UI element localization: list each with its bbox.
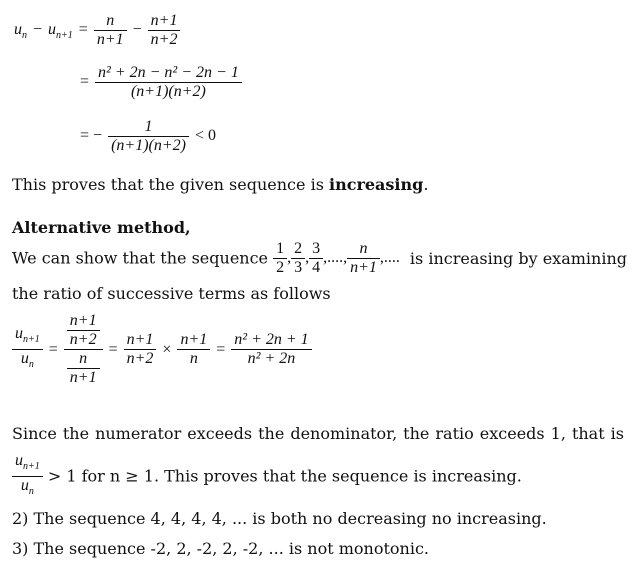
fraction-result [108, 118, 189, 155]
item-2-text: 2) The sequence 4, 4, 4, 4, ... is both no decreasing no increasing. [12, 509, 547, 528]
proves-prefix: This proves that the given sequence is [12, 175, 329, 194]
inner-bottom-fraction: $\frac{n}{n+1}$ [67, 350, 100, 387]
subscript-n: n [22, 30, 27, 42]
alt-heading-text: Alternative method, [12, 218, 191, 237]
numerator: n² + 2n − n² − 2n − 1 [98, 64, 239, 81]
proves-increasing-sentence [12, 175, 428, 195]
proves-suffix: . [423, 175, 429, 194]
sequence-dots: ,...., [323, 249, 348, 267]
multiplier-1: $\frac{n+1}{n+2}$ [124, 331, 157, 368]
alt-line2-text: the ratio of successive terms as follows [12, 284, 331, 303]
equals-sign: = [78, 21, 88, 39]
minus-sign: − [93, 127, 103, 145]
since-text: Since the numerator exceeds the denominator, the ratio exceeds 1, that is [12, 424, 624, 443]
denominator: (n+1)(n+2) [95, 82, 242, 101]
term-1: $\frac{1}{2}$ [273, 240, 287, 277]
u-symbol: u [14, 21, 22, 39]
item-2 [12, 509, 547, 529]
ratio-tail-text: > 1 for n ≥ 1. This proves that the sequence is increasing. [47, 466, 522, 486]
ratio-result: $\frac{\text{n² + 2n + 1}}{\text{n² + 2n}}$ [231, 331, 311, 368]
u-symbol: u [48, 21, 57, 39]
sequence-terms: $\frac{1}{2}$ , $\frac{2}{3}$ , $\frac{3}{4}$ ,...., $\frac{n}{n+1}$ ,.... [273, 249, 404, 266]
equals-sign: = [80, 73, 90, 91]
denominator: n+2 [148, 30, 181, 49]
ratio-fraction-small: $\frac{u_{n+1}}{u_n}$ [12, 452, 43, 501]
less-than-zero: < 0 [194, 127, 216, 145]
derivation-line-2 [78, 64, 242, 101]
proves-bold-word: increasing [328, 175, 424, 194]
since-numerator-sentence [12, 424, 624, 444]
equals-sign: = [108, 340, 118, 358]
term-2: $\frac{2}{3}$ [291, 240, 305, 277]
alt-line1-suffix: is increasing by examining [409, 248, 627, 268]
derivation-line-3 [78, 118, 218, 155]
numerator: 1 [144, 118, 153, 135]
equals-sign: = [80, 127, 90, 145]
inner-top-fraction: $\frac{n+1}{n+2}$ [67, 312, 100, 349]
alternative-line-1 [12, 240, 627, 277]
ratio-greater-one-line [12, 452, 522, 501]
numerator: n+1 [150, 12, 178, 29]
numerator: n [106, 12, 115, 29]
sequence-tail: ,.... [379, 249, 400, 267]
minus-sign: − [33, 21, 43, 39]
term-n: $\frac{n}{n+1}$ [347, 240, 380, 277]
denominator: n+1 [94, 30, 127, 49]
item-3 [12, 539, 429, 559]
alternative-line-2 [12, 284, 331, 304]
denominator: (n+1)(n+2) [108, 136, 189, 155]
times-sign: × [162, 340, 172, 358]
compound-fraction [64, 312, 103, 387]
subscript-n-plus-1: n+1 [56, 30, 73, 42]
multiplier-2: $\frac{n+1}{n}$ [177, 331, 210, 368]
equals-sign: = [216, 340, 226, 358]
alternative-method-heading [12, 218, 191, 238]
item-3-text: 3) The sequence -2, 2, -2, 2, -2, ... is not monotonic. [12, 539, 430, 558]
fraction-n-over-n1 [94, 12, 127, 49]
ratio-u-n1-over-u-n: $\frac{u_{n+1}}{u_n}$ [12, 325, 43, 374]
term-3: $\frac{3}{4}$ [309, 240, 323, 277]
alt-line1-prefix: We can show that the sequence [12, 248, 269, 268]
minus-sign: − [132, 21, 142, 39]
fraction-expanded [95, 64, 242, 101]
derivation-line-1 [14, 12, 180, 49]
fraction-n1-over-n2 [148, 12, 181, 49]
ratio-computation [12, 312, 312, 387]
equals-sign: = [48, 340, 58, 358]
